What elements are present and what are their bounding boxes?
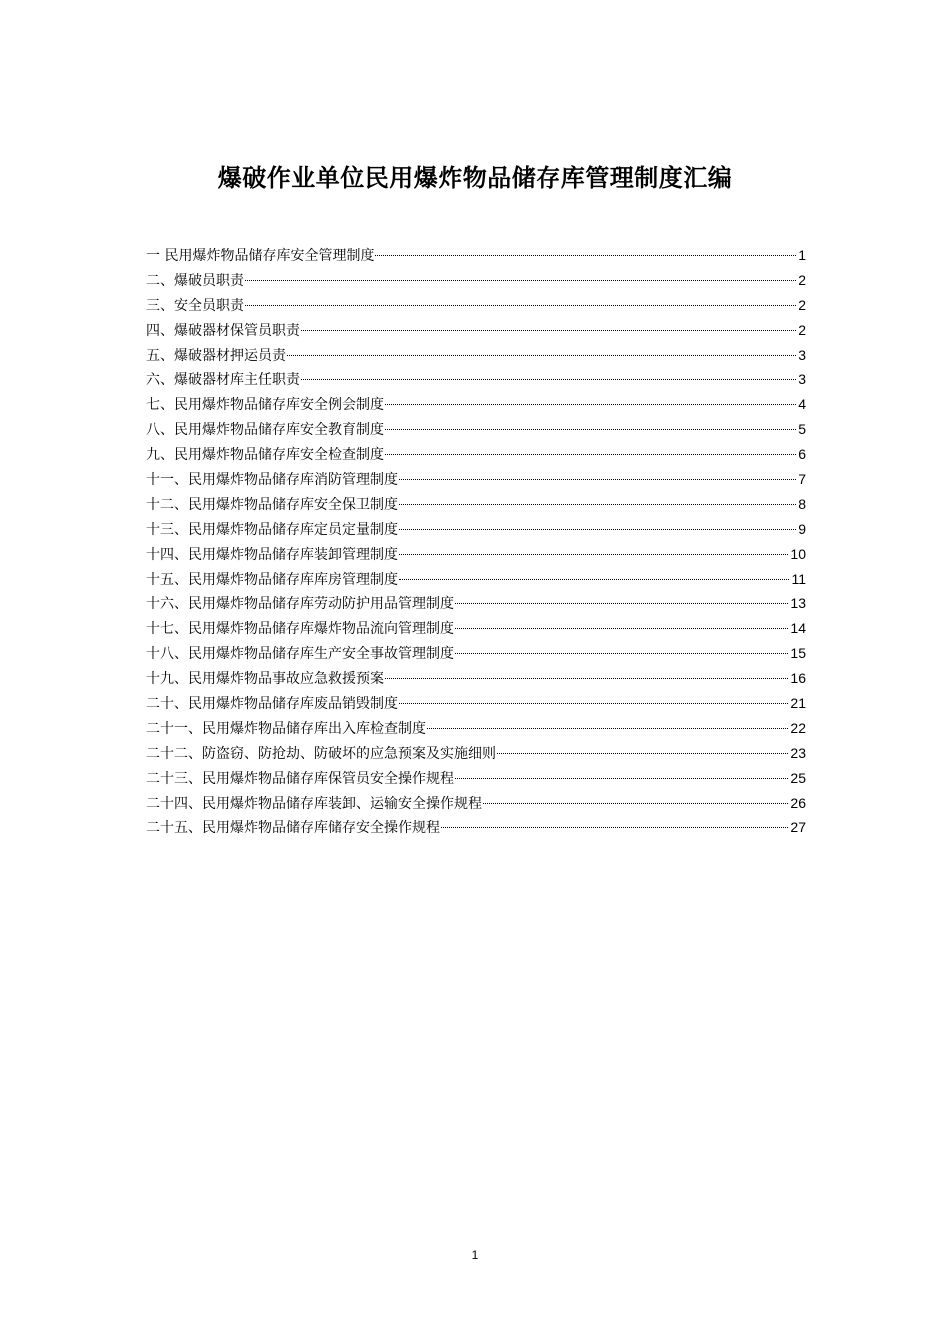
toc-entry-label[interactable]: 十三、民用爆炸物品储存库定员定量制度 bbox=[146, 521, 398, 538]
toc-entry[interactable] bbox=[146, 517, 806, 542]
toc-entry-label[interactable]: 六、爆破器材库主任职责 bbox=[146, 372, 300, 389]
toc-entry-label[interactable]: 四、爆破器材保管员职责 bbox=[146, 322, 300, 339]
toc-entry[interactable] bbox=[146, 293, 806, 318]
toc-entry[interactable] bbox=[146, 691, 806, 716]
toc-entry-label[interactable]: 十八、民用爆炸物品储存库生产安全事故管理制度 bbox=[146, 646, 454, 663]
toc-entry-page-number[interactable]: 14 bbox=[790, 620, 806, 637]
toc-dot-leader bbox=[497, 753, 788, 754]
toc-dot-leader bbox=[455, 778, 788, 779]
toc-entry-label[interactable]: 七、民用爆炸物品储存库安全例会制度 bbox=[146, 397, 384, 414]
toc-dot-leader bbox=[455, 603, 788, 604]
toc-dot-leader bbox=[245, 305, 796, 306]
toc-entry-page-number[interactable]: 16 bbox=[790, 670, 806, 687]
toc-entry[interactable] bbox=[146, 766, 806, 791]
toc-entry-label[interactable]: 十二、民用爆炸物品储存库安全保卫制度 bbox=[146, 496, 398, 513]
toc-entry[interactable] bbox=[146, 367, 806, 392]
toc-dot-leader bbox=[385, 454, 796, 455]
toc-entry-label[interactable]: 二十五、民用爆炸物品储存库储存安全操作规程 bbox=[146, 820, 440, 837]
toc-entry[interactable] bbox=[146, 268, 806, 293]
toc-entry[interactable] bbox=[146, 791, 806, 816]
toc-entry[interactable] bbox=[146, 741, 806, 766]
toc-entry-page-number[interactable]: 4 bbox=[798, 396, 806, 413]
toc-dot-leader bbox=[287, 355, 796, 356]
toc-dot-leader bbox=[399, 529, 796, 530]
toc-dot-leader bbox=[301, 330, 796, 331]
toc-entry[interactable] bbox=[146, 716, 806, 741]
toc-entry-label[interactable]: 二、爆破员职责 bbox=[146, 272, 244, 289]
toc-entry-label[interactable]: 十四、民用爆炸物品储存库装卸管理制度 bbox=[146, 546, 398, 563]
toc-entry-label[interactable]: 二十三、民用爆炸物品储存库保管员安全操作规程 bbox=[146, 770, 454, 787]
toc-entry-page-number[interactable]: 6 bbox=[798, 446, 806, 463]
toc-entry[interactable] bbox=[146, 318, 806, 343]
toc-entry-page-number[interactable]: 25 bbox=[790, 769, 806, 786]
toc-dot-leader bbox=[441, 827, 788, 828]
toc-entry-label[interactable]: 一 民用爆炸物品储存库安全管理制度 bbox=[146, 248, 375, 264]
page-number: 1 bbox=[471, 1248, 479, 1262]
toc-entry-page-number[interactable]: 3 bbox=[798, 371, 806, 388]
toc-dot-leader bbox=[455, 628, 788, 629]
toc-dot-leader bbox=[483, 803, 788, 804]
toc-entry-label[interactable]: 五、爆破器材押运员责 bbox=[146, 347, 286, 364]
toc-dot-leader bbox=[385, 404, 796, 405]
toc-entry-page-number[interactable]: 13 bbox=[790, 595, 806, 612]
toc-entry[interactable] bbox=[146, 591, 806, 616]
toc-entry[interactable] bbox=[146, 567, 806, 592]
toc-entry-page-number[interactable]: 23 bbox=[790, 744, 806, 761]
toc-dot-leader bbox=[399, 504, 796, 505]
toc-dot-leader bbox=[427, 728, 788, 729]
toc-entry[interactable] bbox=[146, 467, 806, 492]
toc-entry-page-number[interactable]: 22 bbox=[790, 719, 806, 736]
toc-dot-leader bbox=[399, 703, 788, 704]
toc-dot-leader bbox=[399, 579, 789, 580]
toc-entry-page-number[interactable]: 1 bbox=[798, 247, 806, 263]
document-title: 爆破作业单位民用爆炸物品储存库管理制度汇编 bbox=[217, 164, 733, 192]
toc-entry-label[interactable]: 九、民用爆炸物品储存库安全检查制度 bbox=[146, 447, 384, 464]
toc-dot-leader bbox=[399, 479, 796, 480]
toc-entry[interactable] bbox=[146, 417, 806, 442]
toc-entry-label[interactable]: 二十一、民用爆炸物品储存库出入库检查制度 bbox=[146, 720, 426, 737]
toc-entry-page-number[interactable]: 9 bbox=[798, 520, 806, 537]
toc-entry[interactable] bbox=[146, 492, 806, 517]
toc-entry-page-number[interactable]: 2 bbox=[798, 271, 806, 288]
toc-entry-page-number[interactable]: 15 bbox=[790, 645, 806, 662]
toc-entry-page-number[interactable]: 27 bbox=[790, 819, 806, 836]
toc-entry-label[interactable]: 八、民用爆炸物品储存库安全教育制度 bbox=[146, 422, 384, 439]
toc-entry[interactable] bbox=[146, 442, 806, 467]
toc-entry-page-number[interactable]: 7 bbox=[798, 471, 806, 488]
toc-dot-leader bbox=[385, 429, 796, 430]
toc-dot-leader bbox=[301, 379, 796, 380]
toc-dot-leader bbox=[385, 678, 788, 679]
toc-entry-page-number[interactable]: 3 bbox=[798, 346, 806, 363]
toc-entry-page-number[interactable]: 8 bbox=[798, 495, 806, 512]
toc-entry[interactable] bbox=[146, 666, 806, 691]
toc-entry-label[interactable]: 十九、民用爆炸物品事故应急救援预案 bbox=[146, 671, 384, 688]
toc-entry-label[interactable]: 十七、民用爆炸物品储存库爆炸物品流向管理制度 bbox=[146, 621, 454, 638]
toc-entry-label[interactable]: 二十四、民用爆炸物品储存库装卸、运输安全操作规程 bbox=[146, 795, 482, 812]
toc-entry-page-number[interactable]: 2 bbox=[798, 296, 806, 313]
toc-entry-label[interactable]: 三、安全员职责 bbox=[146, 297, 244, 314]
toc-entry[interactable] bbox=[146, 343, 806, 368]
toc-entry-page-number[interactable]: 2 bbox=[798, 321, 806, 338]
toc-entry-label[interactable]: 二十、民用爆炸物品储存库废品销毁制度 bbox=[146, 696, 398, 713]
toc-entry-label[interactable]: 十五、民用爆炸物品储存库库房管理制度 bbox=[146, 571, 398, 588]
toc-entry-page-number[interactable]: 21 bbox=[790, 695, 806, 712]
toc-entry-page-number[interactable]: 11 bbox=[791, 570, 806, 587]
toc-entry-page-number[interactable]: 5 bbox=[798, 421, 806, 438]
toc-dot-leader bbox=[375, 255, 796, 256]
toc-dot-leader bbox=[399, 554, 788, 555]
toc-entry[interactable] bbox=[146, 641, 806, 666]
toc-entry[interactable] bbox=[146, 542, 806, 567]
toc-entry[interactable] bbox=[146, 616, 806, 641]
toc-entry[interactable] bbox=[146, 243, 806, 268]
toc-entry[interactable] bbox=[146, 392, 806, 417]
table-of-contents bbox=[146, 243, 806, 840]
toc-entry[interactable] bbox=[146, 815, 806, 840]
toc-entry-label[interactable]: 二十二、防盗窃、防抢劫、防破坏的应急预案及实施细则 bbox=[146, 745, 496, 762]
toc-entry-label[interactable]: 十六、民用爆炸物品储存库劳动防护用品管理制度 bbox=[146, 596, 454, 613]
toc-entry-label[interactable]: 十一、民用爆炸物品储存库消防管理制度 bbox=[146, 472, 398, 489]
toc-entry-page-number[interactable]: 26 bbox=[790, 794, 806, 811]
toc-dot-leader bbox=[455, 653, 788, 654]
toc-dot-leader bbox=[245, 280, 796, 281]
toc-entry-page-number[interactable]: 10 bbox=[790, 545, 806, 562]
